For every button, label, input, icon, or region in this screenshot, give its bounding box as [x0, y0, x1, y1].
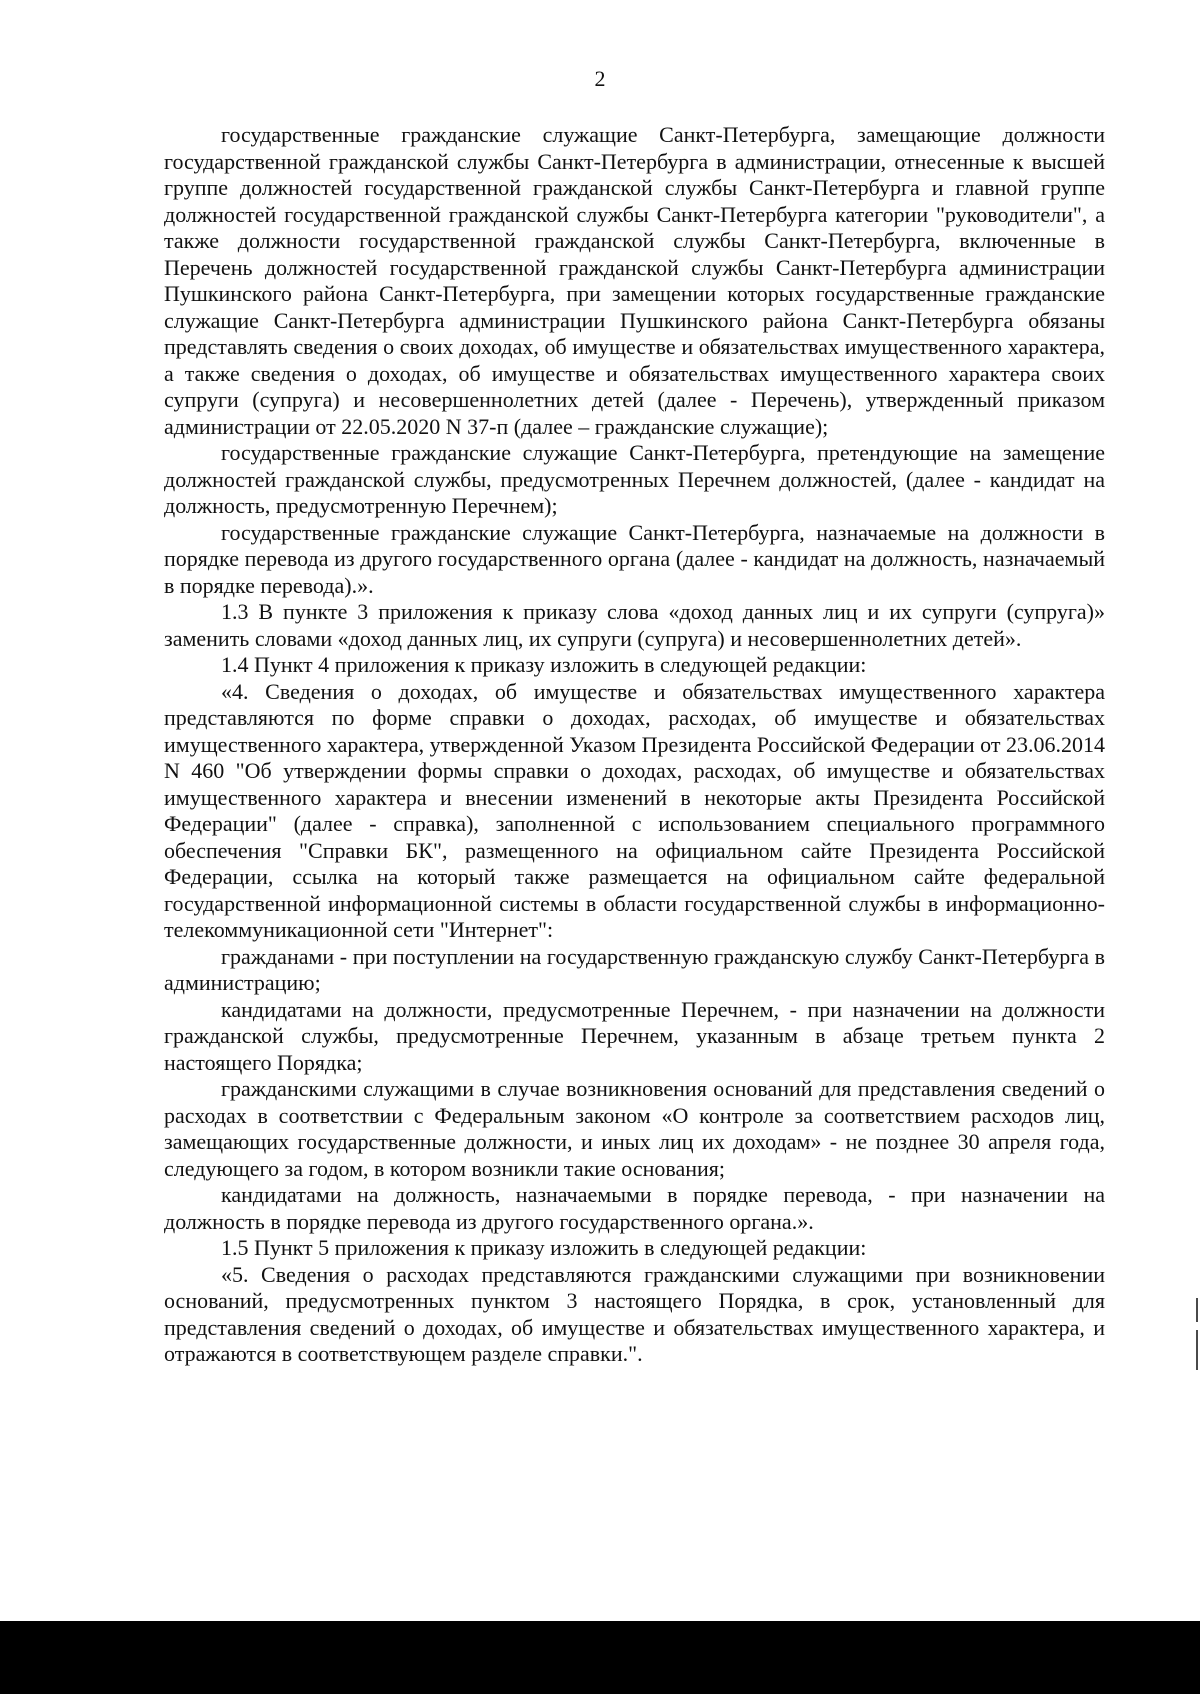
paragraph-transfer-candidates: государственные гражданские служащие Санкт-Петербурга, назначаемые на должности в порядке перевода из другого государственного органа (далее - кандидат на должность, назначаемый в порядке перевода).».: [164, 519, 1105, 598]
paragraph-clause-1-5: 1.5 Пункт 5 приложения к приказу изложить в следующей редакции:: [221, 1235, 867, 1260]
paragraph-candidates-list: государственные гражданские служащие Санкт-Петербурга, претендующие на замещение должностей гражданской службы, предусмотренных Перечнем должностей, (далее - кандидат на должность, предусмотренную Перечнем);: [164, 440, 1105, 518]
document-body: [164, 122, 1105, 1368]
paragraph-transfer: кандидатами на должность, назначаемыми в порядке перевода, - при назначении на должность в порядке перевода из другого государственного органа.».: [164, 1182, 1105, 1234]
paragraph-clause-1-4: 1.4 Пункт 4 приложения к приказу изложить в следующей редакции:: [221, 652, 867, 677]
paragraph-item-5: «5. Сведения о расходах представляются гражданскими служащими при возникновении оснований, предусмотренных пунктом 3 настоящего Порядка, в срок, установленный для представления сведений о доходах, об имуществе и обязательствах имущественного характера, и отражаются в соответствующем разделе справки.".: [164, 1261, 1105, 1366]
paragraph-expenses: гражданскими служащими в случае возникновения оснований для представления сведений о расходах в соответствии с Федеральным законом «О контроле за соответствием расходов лиц, замещающих государственные должности, и иных лиц их доходам» - не позднее 30 апреля года, следующего за годом, в котором возникли такие основания;: [164, 1076, 1105, 1181]
paragraph-item-4: «4. Сведения о доходах, об имуществе и обязательствах имущественного характера представляются по форме справки о доходах, расходах, об имуществе и обязательствах имущественного характера, утвержденной Указом Президента Российской Федерации от 23.06.2014 N 460 "Об утверждении формы справки о доходах, расходах, об имуществе и обязательствах имущественного характера и внесении изменений в некоторые акты Президента Российской Федерации" (далее - справка), заполненной с использованием специального программного обеспечения "Справки БК", размещенного на официальном сайте Президента Российской Федерации, ссылка на который также размещается на официальном сайте федеральной государственной информационной системы в области государственной службы в информационно-телекоммуникационной сети "Интернет":: [164, 678, 1106, 942]
scan-bottom-band: [0, 1621, 1200, 1694]
page-number: 2: [594, 66, 606, 91]
scan-edge-mark: [1196, 1330, 1198, 1370]
scan-edge-mark: [1196, 1298, 1198, 1322]
paragraph-civil-servants-list: государственные гражданские служащие Санкт-Петербурга, замещающие должности государственной гражданской службы Санкт-Петербурга в администрации, отнесенные к высшей группе должностей государственной гражданской службы Санкт-Петербурга и главной группе должностей государственной гражданской службы Санкт-Петербурга категории "руководители", а также должности государственной гражданской службы Санкт-Петербурга, включенные в Перечень должностей государственной гражданской службы Санкт-Петербурга администрации Пушкинского района Санкт-Петербурга, при замещении которых государственные гражданские служащие Санкт-Петербурга администрации Пушкинского района Санкт-Петербурга обязаны представлять сведения о своих доходах, об имуществе и обязательствах имущественного характера, а также сведения о доходах, об имуществе и обязательствах имущественного характера своих супруги (супруга) и несовершеннолетних детей (далее - Перечень), утвержденный приказом администрации от 22.05.2020 N 37-п (далее – гражданские служащие);: [164, 122, 1105, 439]
paragraph-candidates: кандидатами на должности, предусмотренные Перечнем, - при назначении на должности гражданской службы, предусмотренные Перечнем, указанным в абзаце третьем пункта 2 настоящего Порядка;: [164, 996, 1105, 1075]
paragraph-citizens: гражданами - при поступлении на государственную гражданскую службу Санкт-Петербурга в администрацию;: [164, 943, 1105, 995]
paragraph-clause-1-3: 1.3 В пункте 3 приложения к приказу слова «доход данных лиц и их супруги (супруга)» заменить словами «доход данных лиц, их супруги (супруга) и несовершеннолетних детей».: [164, 599, 1105, 651]
